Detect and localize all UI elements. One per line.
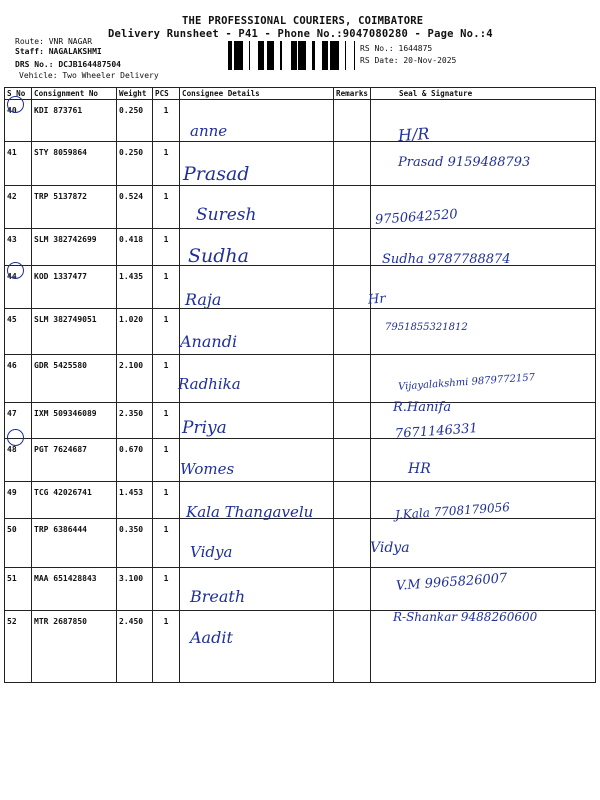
row-pcs: 1: [153, 186, 180, 229]
row-pcs: 1: [153, 355, 180, 403]
route-label: Route: VNR NAGAR: [15, 37, 93, 46]
consignee-handwriting: Prasad: [183, 163, 250, 185]
signature-handwriting: H/R: [397, 123, 431, 146]
signature-handwriting: V.M 9965826007: [395, 571, 508, 594]
signature-handwriting: R.Hanifa: [393, 400, 452, 415]
row-remarks: [334, 142, 371, 186]
consignee-handwriting: Suresh: [196, 205, 257, 225]
row-weight: 1.453: [117, 482, 153, 519]
signature-handwriting: Vidya: [370, 540, 410, 556]
consignee-handwriting: Kala Thangavelu: [186, 503, 314, 521]
consignee-handwriting: Breath: [190, 587, 246, 606]
row-sno: 47: [5, 403, 32, 439]
table-row: [5, 100, 596, 142]
signature-handwriting: Sudha 9787788874: [382, 252, 511, 267]
consignee-handwriting: Sudha: [188, 245, 249, 267]
consignee-handwriting: Raja: [185, 290, 222, 309]
row-sno: 44: [5, 266, 32, 309]
consignee-handwriting: Womes: [180, 460, 235, 478]
row-signature-cell: [371, 266, 596, 309]
signature-handwriting: 7951855321812: [385, 322, 468, 333]
table-row: [5, 647, 596, 683]
signature-handwriting: HR: [408, 461, 431, 477]
row-weight: 1.435: [117, 266, 153, 309]
row-pcs: 1: [153, 482, 180, 519]
row-consignment: KDI 873761: [32, 100, 117, 142]
signature-handwriting: Vijayalakshmi 9879772157: [397, 372, 536, 393]
row-sno: 49: [5, 482, 32, 519]
row-sno: 42: [5, 186, 32, 229]
col-consignment: Consignment No: [32, 88, 117, 100]
row-remarks: [334, 266, 371, 309]
row-remarks: [334, 519, 371, 568]
row-consignment: PGT 7624687: [32, 439, 117, 482]
row-weight: 0.350: [117, 519, 153, 568]
row-pcs: 1: [153, 439, 180, 482]
table-row: [5, 403, 596, 439]
signature-handwriting: 9750642520: [374, 207, 459, 228]
row-remarks: [334, 611, 371, 647]
row-remarks: [334, 229, 371, 266]
row-consignment: MAA 651428843: [32, 568, 117, 611]
consignee-handwriting: Radhika: [178, 375, 241, 393]
col-pcs: PCS: [153, 88, 180, 100]
col-sno: S No: [5, 88, 32, 100]
row-consignment: TCG 42026741: [32, 482, 117, 519]
signature-handwriting: Prasad 9159488793: [398, 155, 531, 170]
col-consignee: Consignee Details: [180, 88, 334, 100]
row-consignment: STY 8059864: [32, 142, 117, 186]
table-row: [5, 186, 596, 229]
row-weight: 0.250: [117, 142, 153, 186]
row-weight: 0.418: [117, 229, 153, 266]
row-sno: 41: [5, 142, 32, 186]
table-header-row: [5, 88, 596, 100]
consignee-handwriting: Priya: [182, 418, 227, 438]
row-sno: 46: [5, 355, 32, 403]
row-remarks: [334, 568, 371, 611]
row-pcs: [153, 647, 180, 683]
row-weight: 0.524: [117, 186, 153, 229]
row-pcs: 1: [153, 142, 180, 186]
circle-mark-icon: [7, 429, 24, 446]
row-signature-cell: [371, 439, 596, 482]
row-weight: 2.350: [117, 403, 153, 439]
row-pcs: 1: [153, 568, 180, 611]
company-name: THE PROFESSIONAL COURIERS, COIMBATORE: [182, 15, 424, 27]
staff-label: Staff: NAGALAKSHMI: [15, 47, 102, 56]
row-remarks: [334, 309, 371, 355]
signature-handwriting: 7671146331: [394, 421, 479, 442]
row-consignment: TRP 5137872: [32, 186, 117, 229]
row-sno: 43: [5, 229, 32, 266]
row-pcs: 1: [153, 519, 180, 568]
row-pcs: 1: [153, 309, 180, 355]
row-consignment: MTR 2687850: [32, 611, 117, 647]
row-pcs: 1: [153, 229, 180, 266]
row-sno: [5, 647, 32, 683]
signature-handwriting: Hr: [367, 291, 387, 308]
row-weight: [117, 647, 153, 683]
vehicle-label: Vehicle: Two Wheeler Delivery: [19, 71, 159, 80]
row-sno: 51: [5, 568, 32, 611]
row-sno: 52: [5, 611, 32, 647]
row-pcs: 1: [153, 611, 180, 647]
rs-number: RS No.: 1644875: [360, 44, 433, 53]
row-remarks: [334, 647, 371, 683]
row-weight: 1.020: [117, 309, 153, 355]
circle-mark-icon: [7, 96, 24, 113]
rs-date: RS Date: 20-Nov-2025: [360, 56, 457, 65]
consignee-handwriting: anne: [190, 122, 228, 140]
barcode-icon: [228, 41, 355, 70]
row-sno: 40: [5, 100, 32, 142]
row-remarks: [334, 403, 371, 439]
col-remarks: Remarks: [334, 88, 371, 100]
row-pcs: 1: [153, 266, 180, 309]
row-consignment: SLM 382742699: [32, 229, 117, 266]
row-consignment: [32, 647, 117, 683]
row-pcs: 1: [153, 100, 180, 142]
row-sno: 48: [5, 439, 32, 482]
signature-handwriting: J.Kala 7708179056: [394, 500, 511, 522]
drs-number: DRS No.: DCJB164487504: [15, 60, 121, 69]
row-weight: 0.250: [117, 100, 153, 142]
row-consignment: SLM 382749051: [32, 309, 117, 355]
col-weight: Weight: [117, 88, 153, 100]
row-sno: 45: [5, 309, 32, 355]
table-row: [5, 519, 596, 568]
circle-mark-icon: [7, 262, 24, 279]
row-weight: 2.100: [117, 355, 153, 403]
row-remarks: [334, 355, 371, 403]
row-pcs: 1: [153, 403, 180, 439]
consignee-handwriting: Anandi: [180, 332, 238, 351]
row-remarks: [334, 186, 371, 229]
runsheet-title: Delivery Runsheet - P41 - Phone No.:9047080280 - Page No.:4: [108, 28, 493, 40]
consignee-handwriting: Aadit: [190, 628, 233, 647]
table-row: [5, 309, 596, 355]
row-remarks: [334, 100, 371, 142]
row-remarks: [334, 482, 371, 519]
row-consignment: GDR 5425580: [32, 355, 117, 403]
row-consignment: KOD 1337477: [32, 266, 117, 309]
row-sno: 50: [5, 519, 32, 568]
row-remarks: [334, 439, 371, 482]
consignee-handwriting: Vidya: [190, 543, 233, 561]
row-consignment: TRP 6386444: [32, 519, 117, 568]
col-signature: Seal & Signature: [371, 88, 596, 100]
row-signature-cell: [371, 647, 596, 683]
table-row: [5, 266, 596, 309]
signature-handwriting: R-Shankar 9488260600: [393, 610, 538, 624]
table-row: [5, 439, 596, 482]
row-weight: 0.670: [117, 439, 153, 482]
row-weight: 2.450: [117, 611, 153, 647]
row-weight: 3.100: [117, 568, 153, 611]
row-consignment: IXM 509346089: [32, 403, 117, 439]
row-consignee-cell: [180, 647, 334, 683]
